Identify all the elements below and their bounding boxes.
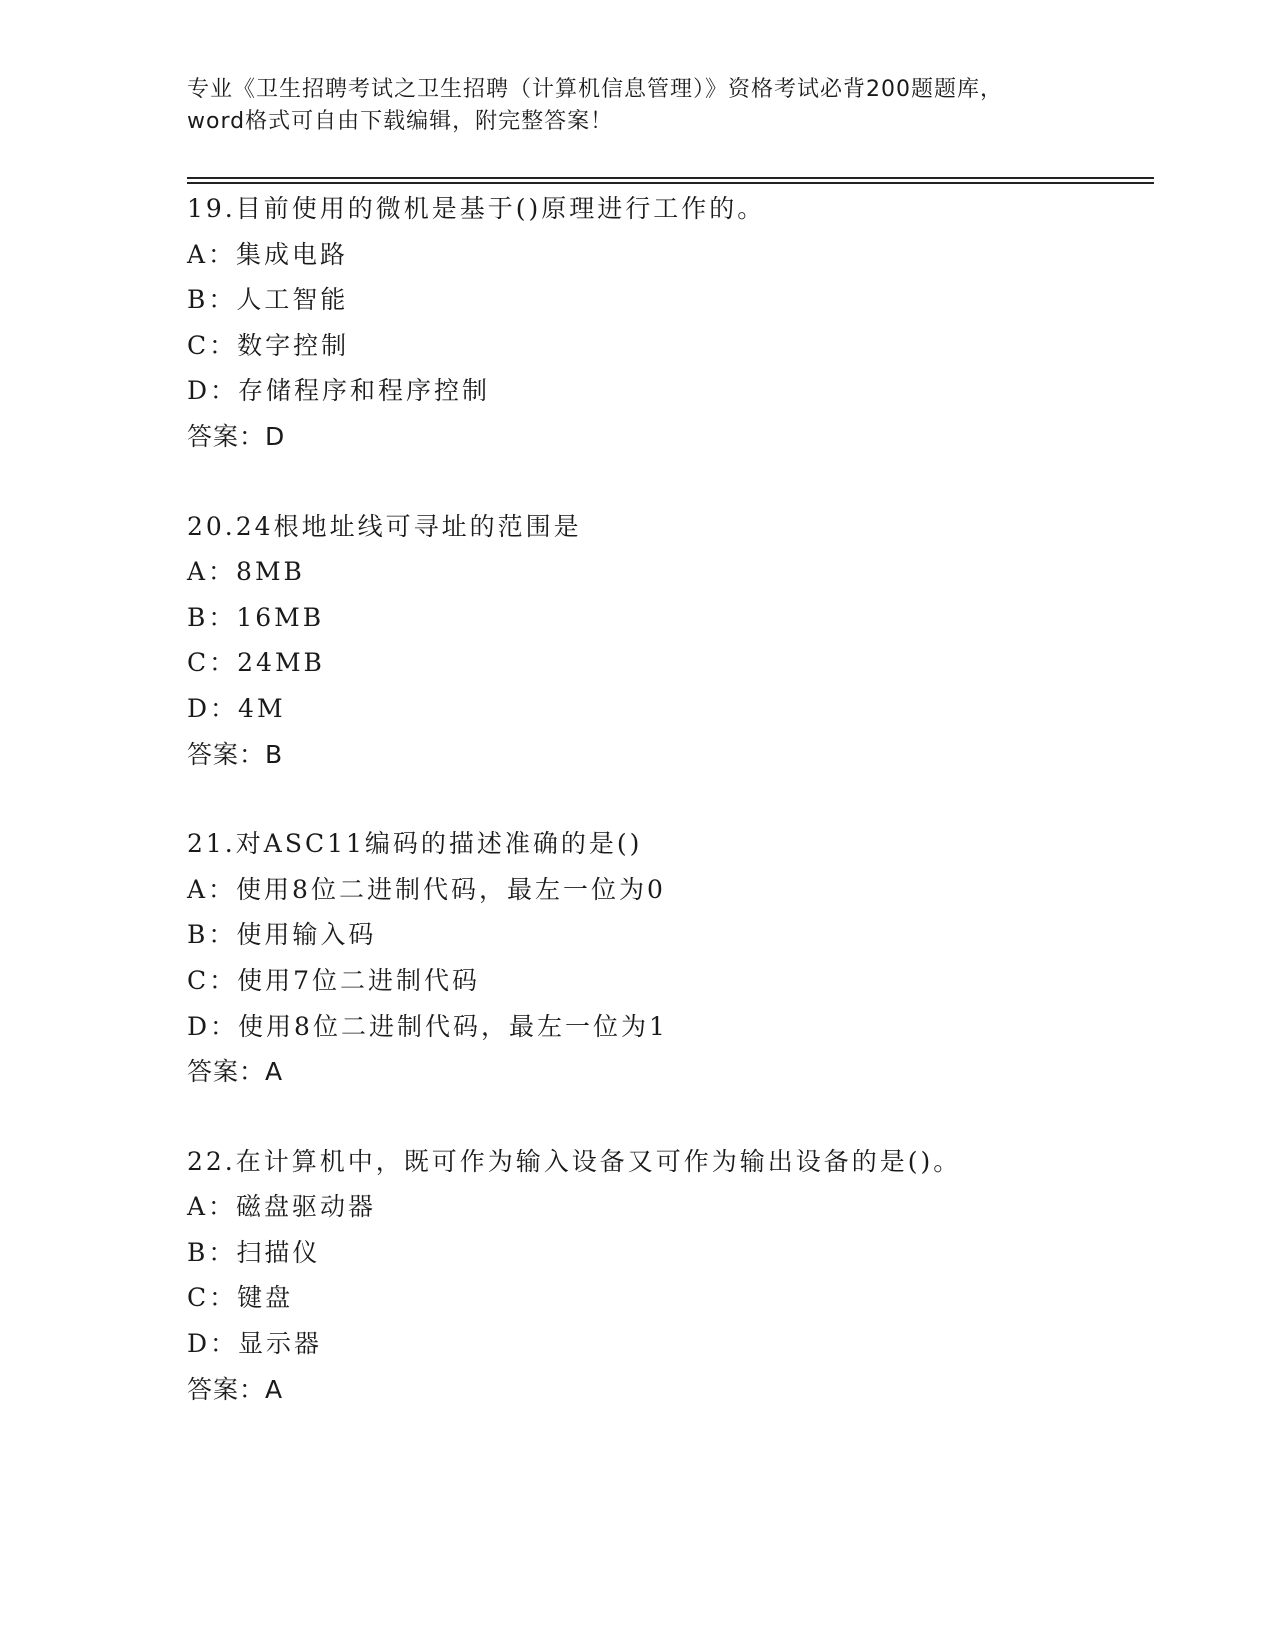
option-d: D：使用8位二进制代码，最左一位为1 [187,1011,668,1041]
question-stem: 22.在计算机中，既可作为输入设备又可作为输出设备的是()。 [187,1146,962,1176]
document-header [187,74,1087,138]
question-19 [187,186,1147,460]
option-a: A：8MB [187,557,305,587]
option-c: C：24MB [187,648,325,678]
question-22 [187,1139,1147,1413]
option-a: A：集成电路 [187,239,349,269]
option-c: C：数字控制 [187,330,350,360]
option-b: B：使用输入码 [187,920,377,950]
answer-label: 答案：B [187,739,284,769]
option-b: B：扫描仪 [187,1237,321,1267]
question-stem: 19.目前使用的微机是基于()原理进行工作的。 [187,194,766,223]
answer-label: 答案：D [187,421,286,451]
question-stem: 20.24根地址线可寻址的范围是 [187,511,582,541]
option-c: C：使用7位二进制代码 [187,965,481,995]
header-divider-bottom [187,182,1154,184]
answer-label: 答案：A [187,1057,284,1087]
question-20 [187,504,1147,778]
option-d: D：存储程序和程序控制 [187,376,491,406]
option-c: C：键盘 [187,1283,294,1313]
option-a: A：使用8位二进制代码，最左一位为0 [187,874,666,904]
option-b: B：16MB [187,602,325,632]
option-d: D：4M [187,693,286,723]
option-b: B：人工智能 [187,285,349,315]
answer-label: 答案：A [187,1374,284,1404]
question-21 [187,821,1147,1095]
header-line-1: 专业《卫生招聘考试之卫生招聘（计算机信息管理）》资格考试必背200题题库， [187,77,1003,102]
question-stem: 21.对ASC11编码的描述准确的是() [187,829,643,859]
header-divider-top [187,177,1154,179]
header-line-2: word格式可自由下载编辑，附完整答案！ [187,109,614,134]
option-a: A：磁盘驱动器 [187,1192,377,1222]
question-list [187,186,1147,1456]
option-d: D：显示器 [187,1329,323,1359]
